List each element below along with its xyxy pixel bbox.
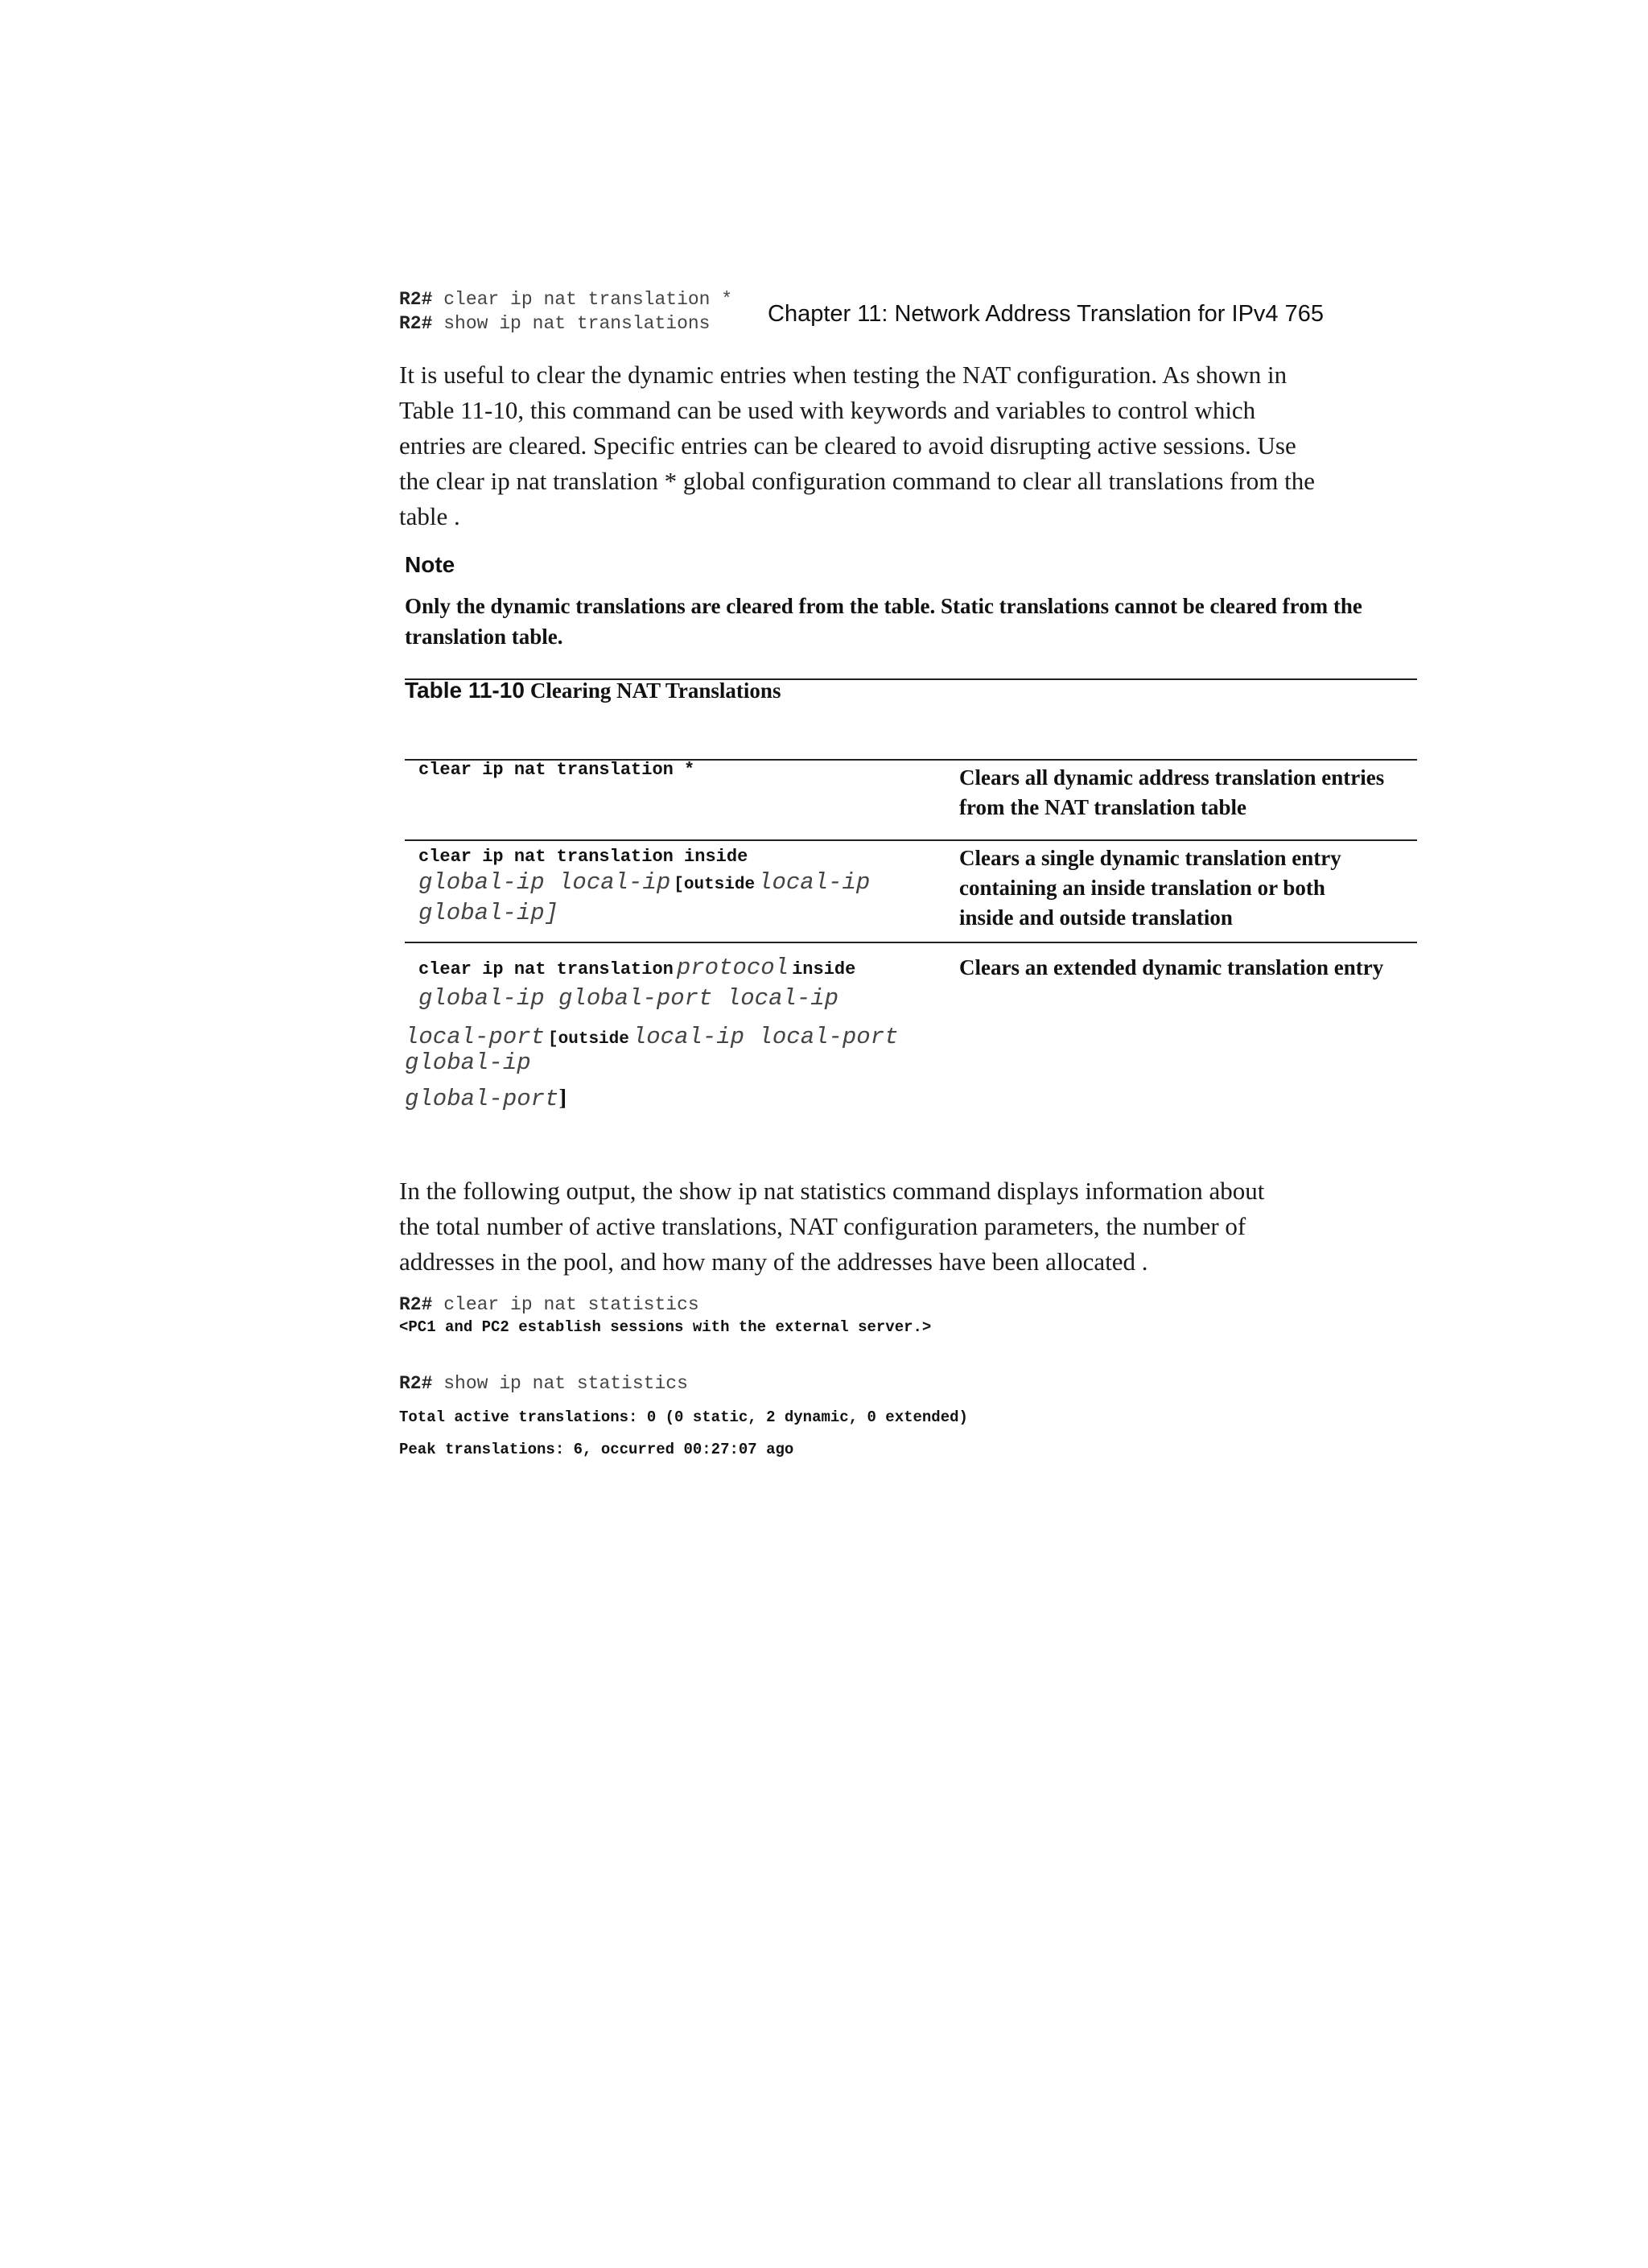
code-output-total: Total active translations: 0 (0 static, 2 dynamic, 0 extended) <box>399 1408 968 1426</box>
body-paragraph-2 <box>399 1173 1389 1280</box>
arg-global-port: global-port <box>405 1086 559 1112</box>
code-line-clear-translation <box>399 287 732 311</box>
command-description <box>959 763 1426 823</box>
keyword-outside: [outside <box>674 876 756 894</box>
paragraph-line: the total number of active translations, NAT configuration parameters, the number of <box>399 1212 1246 1240</box>
note-body <box>405 591 1427 652</box>
chapter-header: Chapter 11: Network Address Translation for IPv4 765 <box>768 301 1324 327</box>
description-line: Clears an extended dynamic translation entry <box>959 955 1384 979</box>
arg-global-local-ip: global-ip local-ip <box>418 869 671 896</box>
code-line-show-translations <box>399 311 710 336</box>
closing-bracket: ] <box>558 1085 567 1111</box>
table-caption <box>405 678 781 704</box>
command-keywords: clear ip nat translation <box>418 959 674 979</box>
arg-local-ip-local-port: local-ip local-port <box>632 1024 899 1050</box>
table-label: Table 11-10 <box>405 678 525 703</box>
code-comment: <PC1 and PC2 establish sessions with the external server.> <box>399 1318 932 1336</box>
arg-global-ip: global-ip] <box>418 900 559 926</box>
arg-global-ip: global-ip <box>405 1049 531 1076</box>
table-row <box>418 760 694 780</box>
description-line: containing an inside translation or both <box>959 876 1325 900</box>
arg-protocol: protocol <box>676 955 789 981</box>
description-line: from the NAT translation table <box>959 795 1246 819</box>
table-row-divider <box>405 942 1417 943</box>
command-syntax: clear ip nat translation * <box>418 760 695 780</box>
paragraph-line: the clear ip nat translation * global configuration command to clear all translations from the <box>399 467 1316 495</box>
code-output-peak: Peak translations: 6, occurred 00:27:07 ago <box>399 1441 794 1458</box>
paragraph-line: addresses in the pool, and how many of the addresses have been allocated . <box>399 1247 1148 1276</box>
body-paragraph-1 <box>399 357 1389 534</box>
cli-prompt: R2# <box>399 313 433 334</box>
command-syntax-args <box>418 869 870 896</box>
note-title: Note <box>405 552 455 577</box>
table-title: Clearing NAT Translations <box>529 678 781 703</box>
paragraph-line: In the following output, the show ip nat statistics command displays information about <box>399 1177 1265 1205</box>
description-line: Clears a single dynamic translation entry <box>959 846 1341 870</box>
table-row <box>418 847 748 867</box>
command-syntax <box>418 955 855 981</box>
cli-command: show ip nat translations <box>432 313 711 334</box>
arg-local-port: local-port <box>405 1024 546 1050</box>
cli-prompt: R2# <box>399 1294 433 1315</box>
code-line-show-statistics <box>399 1371 688 1396</box>
note-line: translation table. <box>405 625 563 649</box>
cli-command: show ip nat statistics <box>432 1373 688 1394</box>
paragraph-line: Table 11-10, this command can be used with keywords and variables to control which <box>399 396 1256 424</box>
cli-prompt: R2# <box>399 1373 433 1394</box>
paragraph-line: entries are cleared. Specific entries can be cleared to avoid disrupting active sessions. Use <box>399 431 1296 460</box>
cli-prompt: R2# <box>399 289 433 310</box>
table-row-divider <box>405 839 1417 841</box>
command-syntax-args <box>405 1085 566 1112</box>
command-description <box>959 953 1426 983</box>
description-line: Clears all dynamic address translation entries <box>959 765 1385 790</box>
arg-global-ip-port-local-ip: global-ip global-port local-ip <box>418 985 839 1012</box>
keyword-inside: inside <box>792 959 856 979</box>
paragraph-line: It is useful to clear the dynamic entries when testing the NAT configuration. As shown in <box>399 361 1288 389</box>
note-line: Only the dynamic translations are cleared from the table. Static translations cannot be cleared from the <box>405 594 1362 618</box>
command-syntax: clear ip nat translation inside <box>418 847 748 867</box>
cli-command: clear ip nat translation * <box>432 289 733 310</box>
description-line: inside and outside translation <box>959 905 1233 930</box>
paragraph-line: table . <box>399 502 460 530</box>
code-line-clear-statistics <box>399 1293 699 1317</box>
command-syntax-args <box>405 1024 899 1050</box>
keyword-outside: [outside <box>548 1030 629 1049</box>
command-description <box>959 843 1426 933</box>
arg-local-ip: local-ip <box>758 869 871 896</box>
cli-command: clear ip nat statistics <box>432 1294 699 1315</box>
